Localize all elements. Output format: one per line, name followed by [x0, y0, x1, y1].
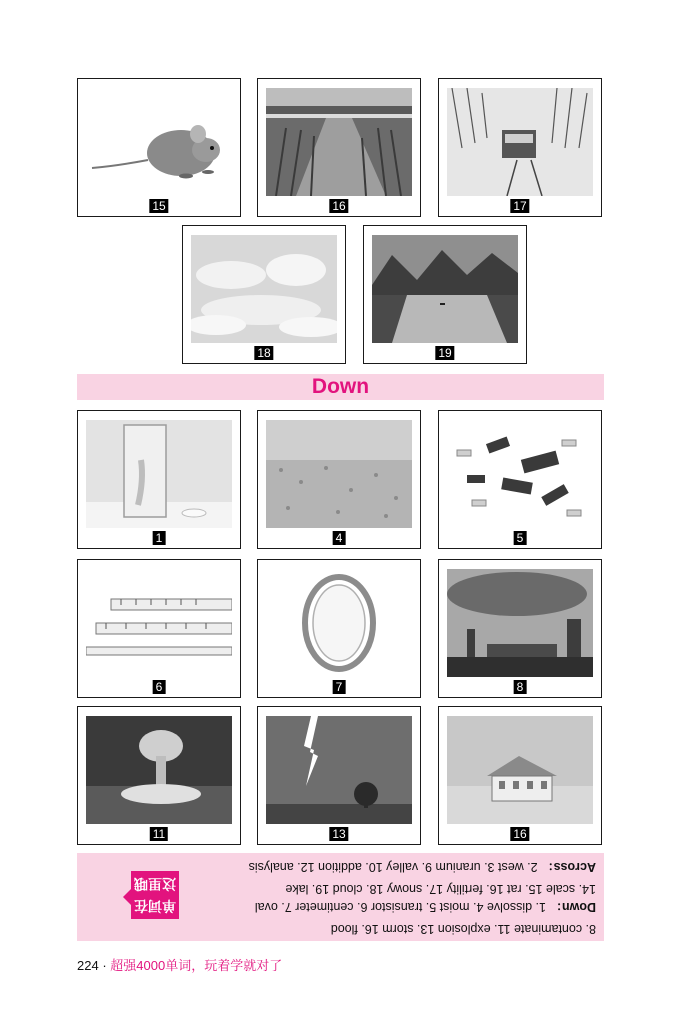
- answer-key-box: [77, 853, 604, 941]
- dissolving-tablet-photo: [86, 420, 232, 528]
- picture-card-cornfield: [257, 78, 421, 217]
- snowy-train-photo: [447, 88, 593, 196]
- cornfield-photo: [266, 88, 412, 196]
- picture-card-moist-glass: [257, 410, 421, 549]
- card-number: 18: [254, 346, 273, 360]
- footer-separator: ·: [102, 958, 107, 973]
- clouds-photo: [191, 235, 337, 343]
- card-number: 5: [514, 531, 527, 545]
- answer-line-across-1: [249, 859, 596, 877]
- picture-card-rat: [77, 78, 241, 217]
- picture-card-snowy-train: [438, 78, 602, 217]
- down-label: Down：: [549, 900, 596, 914]
- card-number: 1: [153, 531, 166, 545]
- rat-illustration: [86, 88, 232, 196]
- answer-line-down-1: [255, 899, 596, 917]
- page-number: 224: [77, 958, 99, 973]
- book-title: 超强4000单词，玩着学就对了: [110, 958, 283, 973]
- lake-photo: [372, 235, 518, 343]
- page-footer: [77, 955, 282, 974]
- picture-card-polluting-factory: [438, 559, 602, 698]
- card-number: 13: [329, 827, 348, 841]
- picture-card-flooded-house: [438, 706, 602, 845]
- tag-line-1: 单词在: [134, 898, 176, 914]
- down-answers-continued: 8. contaminate 11. explosion 13. storm 16. flood: [330, 922, 596, 936]
- card-number: 11: [150, 827, 168, 841]
- across-answers-continued: 14. scale 15. rat 16. fertility 17. snowy 18. cloud 19. lake: [285, 882, 596, 896]
- picture-card-lightning-storm: [257, 706, 421, 845]
- polluting-factory-photo: [447, 569, 593, 677]
- moist-glass-photo: [266, 420, 412, 528]
- picture-card-transistors: [438, 410, 602, 549]
- tag-line-2: 这里哦: [134, 876, 176, 892]
- picture-card-explosion: [77, 706, 241, 845]
- card-number: 16: [510, 827, 529, 841]
- down-section-heading: Down: [77, 374, 604, 400]
- answers-here-tag: [131, 871, 179, 919]
- explosion-photo: [86, 716, 232, 824]
- card-number: 15: [149, 199, 168, 213]
- card-number: 8: [514, 680, 527, 694]
- card-number: 17: [510, 199, 529, 213]
- card-number: 4: [333, 531, 346, 545]
- picture-card-lake: [363, 225, 527, 364]
- transistors-photo: [447, 420, 593, 528]
- answer-line-down-2: [331, 922, 596, 936]
- card-number: 16: [329, 199, 348, 213]
- flooded-house-photo: [447, 716, 593, 824]
- picture-card-dissolving-tablet: [77, 410, 241, 549]
- card-number: 19: [435, 346, 454, 360]
- card-number: 7: [333, 680, 346, 694]
- picture-card-measuring-tapes: [77, 559, 241, 698]
- upside-down-answers: [77, 853, 604, 941]
- answer-line-across-2: [285, 882, 596, 896]
- measuring-tapes-photo: [86, 569, 232, 677]
- oval-mirror-photo: [266, 569, 412, 677]
- picture-card-clouds: [182, 225, 346, 364]
- down-answers: 1. dissolve 4. moist 5. transistor 6. centimeter 7. oval: [254, 900, 546, 914]
- picture-card-oval-mirror: [257, 559, 421, 698]
- lightning-storm-photo: [266, 716, 412, 824]
- across-label: Across：: [541, 860, 596, 874]
- card-number: 6: [153, 680, 166, 694]
- across-answers: 2. west 3. uranium 9. valley 10. addition 12. analysis: [248, 860, 538, 874]
